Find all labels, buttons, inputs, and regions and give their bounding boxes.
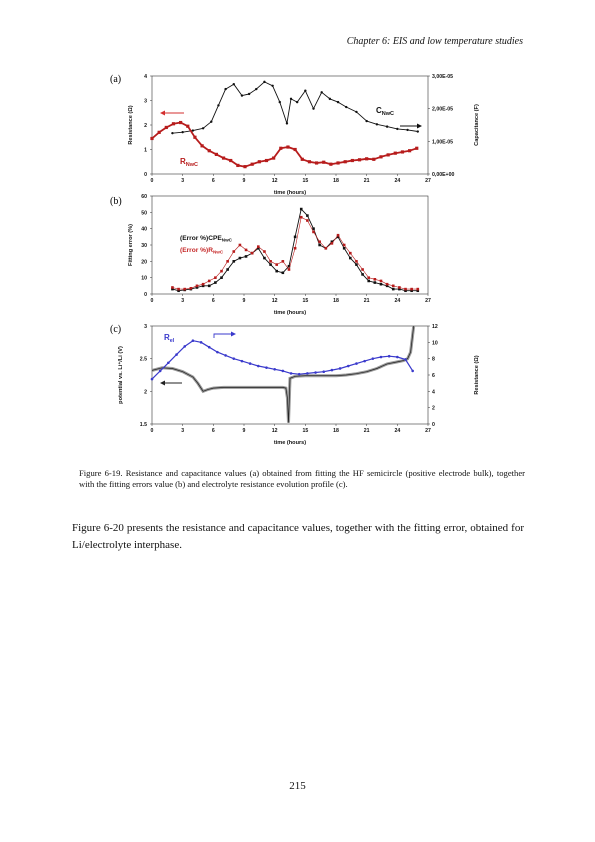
rel-point xyxy=(249,362,252,365)
cpe-error-point xyxy=(349,257,352,260)
x-tick-label: 21 xyxy=(363,428,370,434)
y-tick-label: 30 xyxy=(141,243,147,249)
capacitance-point xyxy=(217,104,219,106)
y2-tick-label: 10 xyxy=(432,340,438,347)
y-tick-label: 3 xyxy=(144,98,147,105)
c-series-label: $C_{NwC}$ xyxy=(376,106,395,117)
resistance-point xyxy=(344,160,347,163)
x-tick-label: 3 xyxy=(181,298,185,304)
potential-curve-halo xyxy=(152,326,414,423)
r-error-point xyxy=(337,234,340,237)
y-tick-label: 0 xyxy=(144,292,147,298)
r-error-point xyxy=(380,280,383,283)
x-tick-label: 24 xyxy=(394,298,401,304)
x-tick-label: 15 xyxy=(302,178,309,184)
resistance-point xyxy=(394,152,397,155)
resistance-point xyxy=(336,161,339,164)
rel-point xyxy=(216,351,219,354)
y-tick-label: 2 xyxy=(144,123,147,129)
resistance-point xyxy=(301,158,304,161)
capacitance-point xyxy=(304,90,306,92)
y2-tick-label: 1,00E-05 xyxy=(432,139,454,146)
rel-point xyxy=(411,370,414,373)
capacitance-point xyxy=(386,125,388,127)
resistance-point xyxy=(222,156,225,159)
chart-a-svg xyxy=(108,66,488,200)
capacitance-point xyxy=(320,91,322,93)
resistance-point xyxy=(158,131,161,134)
x-tick-label: 12 xyxy=(271,178,278,184)
page-number: 215 xyxy=(289,780,306,792)
rel-point xyxy=(363,360,366,363)
cpe-error-point xyxy=(214,281,217,284)
r-error-point xyxy=(398,286,401,289)
r-error-point xyxy=(355,260,358,263)
resistance-point xyxy=(351,159,354,162)
y-tick-label: 60 xyxy=(141,194,147,200)
capacitance-point xyxy=(337,101,339,103)
y-axis-label: Fitting error (%) xyxy=(128,224,134,266)
capacitance-point xyxy=(210,121,212,123)
rel-point xyxy=(355,362,358,365)
rel-point xyxy=(183,345,186,348)
rel-point xyxy=(331,369,334,372)
r-error-point xyxy=(343,244,346,247)
r-error-point xyxy=(177,288,180,291)
r-error-point xyxy=(232,250,235,253)
cpe-error-point xyxy=(367,280,370,283)
y2-axis-label: Resistance (Ω) xyxy=(474,355,480,395)
legend-entry-r: (Error $\%)R_{NwC}$ xyxy=(180,247,224,255)
cpe-error-point xyxy=(269,263,272,266)
x-tick-label: 9 xyxy=(242,428,246,434)
x-tick-label: 27 xyxy=(425,428,431,434)
cpe-error-point xyxy=(245,255,248,258)
capacitance-point xyxy=(171,132,173,134)
r-error-point xyxy=(324,247,327,250)
panel-label-b: (b) xyxy=(110,196,122,207)
y-tick-label: 50 xyxy=(141,210,147,217)
rel-point xyxy=(265,366,268,369)
resistance-point xyxy=(279,147,282,150)
resistance-point xyxy=(258,160,261,163)
r-error-point xyxy=(410,288,413,291)
chart-panel-c xyxy=(108,318,488,450)
capacitance-point xyxy=(329,98,331,100)
x-tick-label: 15 xyxy=(302,428,309,434)
resistance-point xyxy=(329,163,332,166)
rel-point xyxy=(232,357,235,360)
rel-point xyxy=(273,368,276,371)
capacitance-point xyxy=(290,98,292,100)
rel-point xyxy=(290,372,293,375)
rel-series-label: $R_{el}$ xyxy=(164,333,175,344)
resistance-point xyxy=(387,153,390,156)
y-tick-label: 2 xyxy=(144,389,147,396)
plot-frame xyxy=(152,76,428,174)
r-error-point xyxy=(190,287,193,290)
x-tick-label: 18 xyxy=(333,298,339,304)
r-error-point xyxy=(318,240,321,243)
resistance-point xyxy=(315,161,318,164)
resistance-point xyxy=(150,137,153,140)
x-tick-label: 0 xyxy=(150,178,154,184)
y2-tick-label: 8 xyxy=(432,356,435,363)
rel-point xyxy=(282,370,285,373)
cpe-error-point xyxy=(226,268,229,271)
body-paragraph: Figure 6-20 presents the resistance and capacitance values, together with the fitting error, obtained for Li/electrolyte interphase. xyxy=(72,522,524,551)
y2-tick-label: 3,00E-05 xyxy=(432,74,454,80)
capacitance-point xyxy=(233,83,235,85)
x-tick-label: 24 xyxy=(394,178,401,184)
resistance-line xyxy=(152,123,417,167)
x-tick-label: 18 xyxy=(333,178,339,184)
x-tick-label: 6 xyxy=(211,178,215,184)
x-tick-label: 3 xyxy=(181,428,185,434)
r-error-point xyxy=(282,260,285,263)
rel-point xyxy=(306,372,309,375)
rel-point xyxy=(200,341,203,344)
r-error-point xyxy=(349,252,352,255)
rel-point xyxy=(322,370,325,373)
figure-caption: Figure 6-19. Resistance and capacitance values (a) obtained from fitting the HF semicircle (positive electrode bulk), together with the fitting errors value (b) and electrolyte resistance evolution profile (c). xyxy=(79,468,525,489)
left-arrow-icon xyxy=(160,381,182,386)
cpe-error-point xyxy=(361,273,364,276)
resistance-point xyxy=(272,156,275,159)
resistance-point xyxy=(229,159,232,162)
r-error-point xyxy=(306,219,309,222)
capacitance-point xyxy=(286,122,288,124)
rel-point xyxy=(347,365,350,368)
capacitance-point xyxy=(296,101,298,103)
capacitance-point xyxy=(312,107,314,109)
capacitance-point xyxy=(181,131,183,133)
cpe-error-point xyxy=(374,281,377,284)
cpe-error-point xyxy=(232,260,235,263)
resistance-point xyxy=(243,165,246,168)
x-tick-label: 3 xyxy=(181,178,185,184)
rel-point xyxy=(159,370,162,373)
r-error-point xyxy=(208,280,211,283)
capacitance-point xyxy=(396,128,398,130)
chart-c-svg xyxy=(108,318,488,450)
rel-point xyxy=(224,354,227,357)
y2-tick-label: 12 xyxy=(432,324,438,330)
x-tick-label: 27 xyxy=(425,178,431,184)
right-arrow-icon xyxy=(400,124,422,129)
r-error-point xyxy=(245,249,248,252)
x-tick-label: 18 xyxy=(333,428,339,434)
panel-label-a: (a) xyxy=(110,74,122,85)
y2-tick-label: 4 xyxy=(432,389,435,396)
rel-point xyxy=(339,367,342,370)
cpe-error-point xyxy=(239,257,242,260)
resistance-point xyxy=(372,158,375,161)
capacitance-point xyxy=(355,111,357,113)
r-error-point xyxy=(226,260,229,263)
y-tick-label: 10 xyxy=(141,275,147,282)
x-tick-label: 12 xyxy=(271,298,278,304)
cpe-error-point xyxy=(220,276,223,279)
resistance-point xyxy=(208,149,211,152)
r-error-point xyxy=(300,216,303,219)
cpe-error-point xyxy=(318,244,321,247)
potential-curve-line xyxy=(152,326,414,423)
r-error-point xyxy=(392,285,395,288)
capacitance-point xyxy=(241,94,243,96)
cpe-error-point xyxy=(343,247,346,250)
capacitance-point xyxy=(263,81,265,83)
y-tick-label: 0 xyxy=(144,172,147,178)
rel-point xyxy=(388,355,391,358)
r-error-point xyxy=(263,250,266,253)
y2-tick-label: 0,00E+00 xyxy=(432,172,455,178)
resistance-point xyxy=(379,155,382,158)
resistance-point xyxy=(358,158,361,161)
rel-point xyxy=(175,353,178,356)
resistance-point xyxy=(179,121,182,124)
r-error-point xyxy=(404,288,407,291)
y2-tick-label: 6 xyxy=(432,373,435,379)
y-tick-label: 2.5 xyxy=(139,356,147,363)
rel-point xyxy=(314,371,317,374)
x-tick-label: 9 xyxy=(242,298,246,304)
cpe-error-point xyxy=(300,208,303,211)
x-tick-label: 6 xyxy=(211,298,215,304)
r-error-point xyxy=(214,276,217,279)
resistance-point xyxy=(286,145,289,148)
r-error-point xyxy=(367,276,370,279)
resistance-point xyxy=(215,153,218,156)
resistance-point xyxy=(236,164,239,167)
cpe-error-point xyxy=(355,263,358,266)
r-error-point xyxy=(183,288,186,291)
x-axis-label: time (hours) xyxy=(273,440,307,446)
x-tick-label: 24 xyxy=(394,428,401,434)
chart-panel-a xyxy=(108,66,488,200)
capacitance-point xyxy=(376,123,378,125)
cpe-error-point xyxy=(294,236,297,239)
y-axis-label: Resistance (Ω) xyxy=(128,105,134,145)
rel-point xyxy=(151,378,154,381)
cpe-error-point xyxy=(312,227,315,230)
r-series-label: $R_{NwC}$ xyxy=(180,157,199,168)
y-tick-label: 4 xyxy=(144,74,147,80)
resistance-point xyxy=(415,147,418,150)
right-arrow-icon xyxy=(214,332,236,339)
capacitance-point xyxy=(224,88,226,90)
left-arrow-icon xyxy=(160,111,184,116)
x-tick-label: 6 xyxy=(211,428,215,434)
resistance-point xyxy=(401,150,404,153)
resistance-point xyxy=(322,161,325,164)
cpe-error-point xyxy=(380,283,383,286)
rel-point xyxy=(208,346,211,349)
y2-tick-label: 0 xyxy=(432,422,435,428)
r-error-point xyxy=(331,242,334,245)
capacitance-point xyxy=(345,106,347,108)
x-tick-label: 21 xyxy=(363,178,370,184)
panel-label-c: (c) xyxy=(110,324,122,335)
resistance-point xyxy=(308,160,311,163)
capacitance-point xyxy=(255,88,257,90)
x-tick-label: 0 xyxy=(150,428,154,434)
y-tick-label: 3 xyxy=(144,324,147,330)
y-tick-label: 1.5 xyxy=(139,422,147,428)
r-error-point xyxy=(196,285,199,288)
y-axis-label: potential vs. Li⁺/Li (V) xyxy=(118,346,124,404)
x-tick-label: 0 xyxy=(150,298,154,304)
r-error-point xyxy=(239,244,242,247)
rel-point xyxy=(257,365,260,368)
rel-point xyxy=(372,357,375,360)
x-tick-label: 12 xyxy=(271,428,278,434)
cpe-error-point xyxy=(392,288,395,291)
x-tick-label: 15 xyxy=(302,298,309,304)
rel-point xyxy=(404,358,407,361)
r-error-point xyxy=(294,247,297,250)
rel-point xyxy=(241,360,244,363)
x-axis-label: time (hours) xyxy=(273,190,307,196)
r-error-point xyxy=(269,260,272,263)
rel-line xyxy=(152,341,413,379)
y2-tick-label: 2 xyxy=(432,405,435,412)
y-tick-label: 40 xyxy=(141,226,147,233)
r-error-point xyxy=(361,268,364,271)
y-tick-label: 1 xyxy=(144,147,147,154)
rel-point xyxy=(396,356,399,359)
resistance-point xyxy=(172,122,175,125)
r-error-point xyxy=(386,283,389,286)
resistance-point xyxy=(294,148,297,151)
x-axis-label: time (hours) xyxy=(273,310,307,316)
cpe-error-point xyxy=(208,285,211,288)
cpe-error-point xyxy=(275,270,278,273)
capacitance-point xyxy=(406,129,408,131)
resistance-point xyxy=(165,126,168,129)
plot-frame xyxy=(152,196,428,294)
r-error-point xyxy=(312,231,315,234)
y-tick-label: 20 xyxy=(141,259,147,266)
x-tick-label: 27 xyxy=(425,298,431,304)
rel-point xyxy=(192,339,195,342)
r-error-point xyxy=(416,288,419,291)
resistance-point xyxy=(200,144,203,147)
cpe-error-point xyxy=(306,214,309,217)
y2-tick-label: 2,00E-05 xyxy=(432,106,454,113)
r-error-point xyxy=(288,268,291,271)
r-error-point xyxy=(171,286,174,289)
x-tick-label: 21 xyxy=(363,298,370,304)
legend-entry-cpe: (Error $\%)CPE_{NwC}$ xyxy=(180,235,232,243)
resistance-point xyxy=(186,125,189,128)
x-tick-label: 9 xyxy=(242,178,246,184)
capacitance-point xyxy=(417,130,419,132)
y2-axis-label: Capacitance (F) xyxy=(474,104,480,146)
capacitance-point xyxy=(202,127,204,129)
r-error-point xyxy=(251,252,254,255)
r-error-point xyxy=(374,278,377,281)
capacitance-point xyxy=(248,93,250,95)
cpe-error-point xyxy=(263,257,266,260)
resistance-point xyxy=(365,157,368,160)
r-error-point xyxy=(257,245,260,248)
capacitance-point xyxy=(279,101,281,103)
rel-point xyxy=(380,356,383,359)
chart-panel-b xyxy=(108,190,488,322)
resistance-point xyxy=(408,149,411,152)
cpe-error-point xyxy=(282,271,285,274)
rel-point xyxy=(298,373,301,376)
resistance-point xyxy=(193,136,196,139)
running-header: Chapter 6: EIS and low temperature studies xyxy=(346,36,523,47)
resistance-point xyxy=(265,159,268,162)
capacitance-point xyxy=(271,85,273,87)
chart-b-svg xyxy=(108,190,488,322)
rel-point xyxy=(167,361,170,364)
r-error-point xyxy=(202,283,205,286)
r-error-point xyxy=(220,270,223,273)
capacitance-point xyxy=(365,120,367,122)
r-error-point xyxy=(275,263,278,266)
resistance-point xyxy=(251,163,254,166)
